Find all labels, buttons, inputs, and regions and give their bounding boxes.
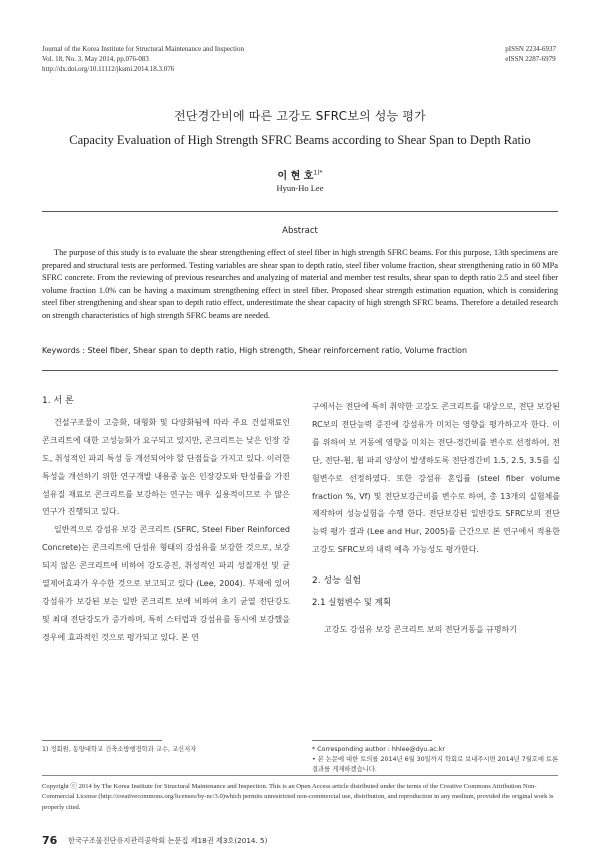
volume-info: Vol. 18, No. 3, May 2014, pp.076-083: [42, 55, 149, 63]
journal-name: Journal of the Korea Institute for Structural Maintenance and Inspection: [42, 45, 244, 53]
body-paragraph: 고강도 강섬유 보강 콘크리트 보의 전단거동을 규명하기: [324, 624, 517, 634]
title-korean: 전단경간비에 따른 고강도 SFRC보의 성능 평가: [174, 109, 426, 123]
eissn: eISSN 2287-6979: [505, 55, 556, 63]
body-paragraph: 건설구조물이 고층화, 대형화 및 다양화됨에 따라 주요 건설재료인 콘크리트에 대한 고성능화가 요구되고 있지만, 콘크리트는 낮은 인장 강도, 취성적인 파괴 특성 등 개선되어야 할 단점들을 가지고 있다. 이러한 특성을 개선하기 위한 연구개발 내용중 높은 인장강도와 탄성률을 가진 섬유질 재료로 콘크리트를 보강하는 연구는 매우 실용적이므로 수 많은 연구가 진행되고 있다.: [42, 417, 290, 517]
footnote-corresponding: [312, 745, 560, 775]
author-korean-name: 이 현 호: [277, 171, 314, 182]
body-paragraph: 구에서는 전단에 특히 취약한 고강도 콘크리트를 대상으로, 전단 보강된 RC보의 전단능력 증진에 강섬유가 미치는 영향을 평가하고자 한다. 이를 위하여 보 거동에 영향을 미치는 전단-경간비를 변수로 선정하여, 전단, 전단-휨, 휨 파괴 양상이 발생하도록 전단경간비 1.5, 2.5, 3.5를 실험변수로 선정하였다. 또한 강섬유 혼입률 (steel fiber volume fraction %, Vf) 및 전단보강근비를 변수로 하여, 총 13개의 실험체를 제작하여 성능실험을 수행 한다. 전단보강된 일반강도 SFRC보의 전단능력 평가 결과 (Lee and Hur, 2005)를 근간으로 본 연구에서 적용한 고강도 SFRC보의 내력 예측 가능성도 평가한다.: [312, 402, 560, 555]
abstract-bottom-rule: [42, 370, 558, 371]
corresponding-author: * Corresponding author : hhlee@dyu.ac.kr: [312, 746, 445, 753]
footnote-rule-left: [42, 740, 162, 741]
abstract-heading: Abstract: [282, 226, 318, 236]
issn-block: [505, 44, 556, 64]
footer-journal-name: 한국구조물진단유지관리공학회 논문집 제18권 제3호(2014. 5): [68, 836, 268, 845]
body-right-column: [312, 398, 560, 639]
pissn: pISSN 2234-6937: [505, 45, 556, 53]
body-paragraph: 일반적으로 강섬유 보강 콘크리트 (SFRC, Steel Fiber Reinforced Concrete)는 콘크리트에 단섬유 형태의 강섬유를 보강한 것으로, 보강되지 않은 콘크리트에 비하여 강도증진, 취성적인 파괴 성질개선 및 균열제어효과가 우수한 것으로 보고되고 있다 (Lee, 2004). 부재에 있어 강섬유가 보강된 보는 일반 콘크리트 보에 비하여 초기 균열 전단강도 및 최대 전단강도가 증가하며, 특히 스터럽과 강섬유를 동시에 보강했을 경우에 효과적인 것으로 평가되고 있다. 본 연: [42, 525, 290, 642]
subsection-variables-heading: 2.1 실험변수 및 계획: [312, 598, 392, 609]
copyright-rule: [42, 775, 558, 776]
author-korean: [0, 167, 600, 182]
section-experiment-heading: 2. 성능 실험: [312, 576, 362, 587]
author-english: Hyun-Ho Lee: [276, 183, 324, 193]
abstract-text: The purpose of this study is to evaluate the shear strengthening effect of steel fiber in high strength SFRC beams. For this purpose, 13th specimens are prepared and structural tests are performed. Testing variables are shear span to depth ratio, steel fiber volume fraction, shear strengthening ratio in 60 MPa SFRC concrete. From the reviewing of previous researches and analyzing of material and member test results, shear span to depth ratio 2.5 and steel fiber volume fraction 1.0% can be having a maximum strengthening effect in steel fiber. Proposed shear strength estimation equation, which is considering steel fiber strengthening and shear span to depth ratio effect, underestimate the shear capacity of high strength SFRC beams. Therefore a detailed research on strength characteristics of high strength SFRC beams are needed.: [42, 248, 558, 320]
copyright-notice: Copyright ⓒ 2014 by The Korea Institute for Structural Maintenance and Inspection. This is an Open Access article distributed under the terms of the Creative Commons Attribution Non-Commercial License (http://creativecommons.org/licenses/by-nc/3.0)which permits unrestricted non-commercial use, distribution, and reproduction in any medium, provided the original work is properly cited.: [42, 783, 554, 811]
author-affiliation-mark: 1)*: [313, 169, 323, 177]
footnote-affiliation: 1) 정회원, 동양대학교 건축소방행정학과 교수, 교신저자: [42, 746, 197, 753]
footnote-rule-right: [312, 740, 432, 741]
body-left-column: [42, 393, 290, 647]
title-english: Capacity Evaluation of High Strength SFRC Beams according to Shear Span to Depth Ratio: [69, 133, 531, 147]
section-introduction-heading: 1. 서 론: [42, 396, 74, 406]
discussion-note: • 본 논문에 대한 토의를 2014년 6월 30일까지 학회로 보내주시면 2014년 7월호에 토론결과를 게재하겠습니다.: [312, 756, 559, 773]
keywords: Keywords : Steel fiber, Shear span to depth ratio, High strength, Shear reinforcement ratio, Volume fraction: [42, 346, 467, 355]
journal-header: [42, 44, 244, 74]
page-number: 76: [42, 834, 58, 847]
abstract-top-rule: [42, 211, 558, 212]
doi-link[interactable]: http://dx.doi.org/10.11112/jksmi.2014.18.3.076: [42, 65, 175, 73]
